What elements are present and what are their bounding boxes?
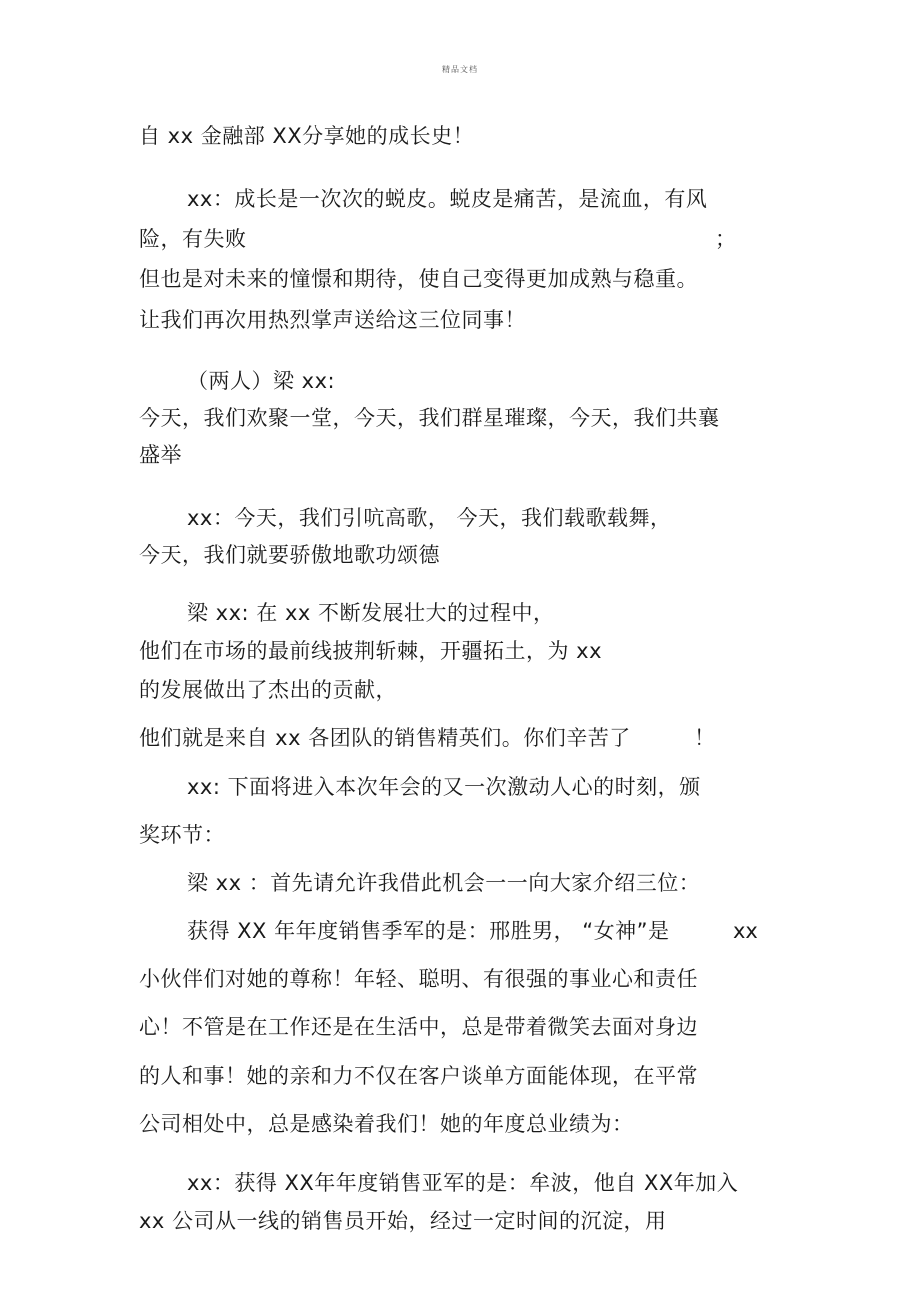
- text-line: xx：成长是一次次的蜕皮。蜕皮是痛苦，是流血，有风: [187, 187, 708, 211]
- text-line: （两人）梁 xx:: [187, 369, 336, 393]
- text-line: 的发展做出了杰出的贡献，: [139, 678, 397, 702]
- text-line: xx 公司从一线的销售员开始，经过一定时间的沉淀，用: [139, 1209, 667, 1233]
- text-line: xx：今天，我们引吭高歌， 今天，我们载歌载舞，: [187, 506, 672, 530]
- text-line: 的人和事！她的亲和力不仅在客户谈单方面能体现，在平常: [139, 1064, 698, 1088]
- header-note: 精品文档: [442, 65, 478, 74]
- text-line: 盛举: [139, 443, 182, 467]
- text-line: xx: [733, 919, 758, 943]
- text-line: 梁 xx ：首先请允许我借此机会一一向大家介绍三位：: [187, 871, 701, 895]
- text-line: 梁 xx: 在 xx 不断发展壮大的过程中，: [187, 601, 555, 625]
- text-line: 但也是对未来的憧憬和期待，使自己变得更加成熟与稳重。: [139, 267, 698, 291]
- text-line: 让我们再次用热烈掌声送给这三位同事！: [139, 308, 526, 332]
- text-line: 自 xx 金融部 XX分享她的成长史！: [139, 124, 475, 148]
- text-line: 险，有失败: [139, 227, 247, 251]
- text-line: 他们就是来自 xx 各团队的销售精英们。你们辛苦了: [139, 726, 631, 750]
- text-line: 小伙伴们对她的尊称！年轻、聪明、有很强的事业心和责任: [139, 967, 698, 991]
- text-line: ；: [715, 227, 736, 251]
- text-line: 公司相处中，总是感染着我们！她的年度总业绩为：: [139, 1112, 634, 1136]
- text-line: 心！不管是在工作还是在生活中，总是带着微笑去面对身边: [139, 1015, 698, 1039]
- text-line: ！: [694, 726, 715, 750]
- text-line: 他们在市场的最前线披荆斩棘，开疆拓土，为 xx: [139, 639, 603, 663]
- text-line: xx：获得 XX年年度销售亚军的是：牟波，他自 XX年加入: [187, 1171, 739, 1195]
- text-line: 获得 XX 年年度销售季军的是：邢胜男， “女神”是: [187, 919, 670, 943]
- text-line: 今天，我们就要骄傲地歌功颂德: [139, 543, 440, 567]
- text-line: 今天，我们欢聚一堂，今天，我们群星璀璨，今天，我们共襄: [139, 406, 720, 430]
- text-line: 奖环节：: [139, 823, 225, 847]
- text-line: xx: 下面将进入本次年会的又一次激动人心的时刻，颁: [187, 775, 701, 799]
